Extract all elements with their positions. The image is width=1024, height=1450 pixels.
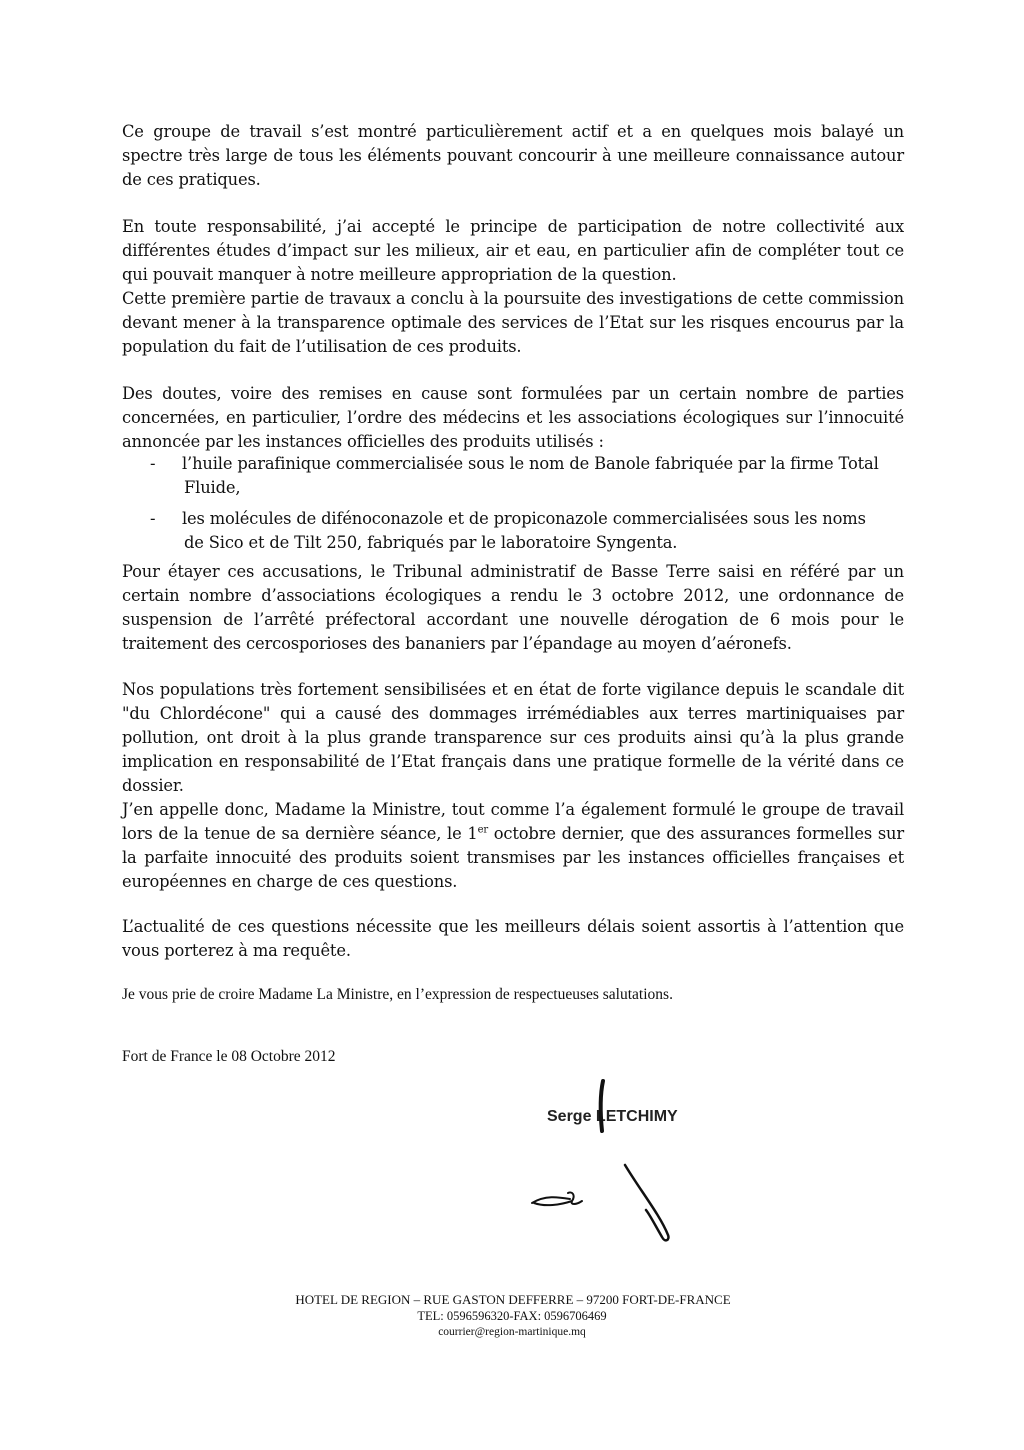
footer-phone-fax: TEL: 0596596320-FAX: 0596706469 xyxy=(417,1309,607,1323)
signature-name: Serge LETCHIMY xyxy=(547,1108,678,1125)
signature-icon xyxy=(500,1075,740,1255)
paragraph-tribunal: Pour étayer ces accusations, le Tribunal administratif de Basse Terre saisi en référé par un certain nombre d’associations écologiques a rendu le 3 octobre 2012, une ordonnance de suspension de l’arrêté préfectoral accordant une nouvelle dérogation de 6 mois pour le traitement des cercosporioses des bananiers par l’épandage au moyen d’aéronefs. xyxy=(122,562,904,653)
bullet-text-line: Fluide, xyxy=(184,478,241,497)
paragraph-actuality: L’actualité de ces questions nécessite que les meilleurs délais soient assortis à l’attention que vous porterez à ma requête. xyxy=(122,917,904,960)
footer-email: courrier@region-martinique.mq xyxy=(438,1326,586,1338)
bullet-text-line: les molécules de difénoconazole et de propiconazole commercialisées sous les noms xyxy=(182,509,866,528)
paragraph-transparency: Nos populations très fortement sensibilisées et en état de forte vigilance depuis le scandale dit "du Chlordécone" qui a causé des dommages irrémédiables aux terres martiniquaises par pollution, ont droit à la plus grande transparence sur ces produits ainsi qu’à la plus grande implication en responsabilité de l’Etat français dans une pratique formelle de la vérité dans ce dossier. xyxy=(122,680,904,795)
bullet-text-line: de Sico et de Tilt 250, fabriqués par le laboratoire Syngenta. xyxy=(184,533,678,552)
bullet-dash: - xyxy=(150,509,156,528)
closing-salutation: Je vous prie de croire Madame La Ministre, en l’expression de respectueuses salutations. xyxy=(122,986,673,1003)
bullet-text-line: l’huile parafinique commercialisée sous le nom de Banole fabriquée par la firme Total xyxy=(182,454,879,473)
paragraph-doubts: Des doutes, voire des remises en cause sont formulées par un certain nombre de parties concernées, en particulier, l’ordre des médecins et les associations écologiques sur l’innocuité annoncée par les instances officielles des produits utilisés : xyxy=(122,384,904,451)
paragraph-responsibility xyxy=(122,215,904,359)
paragraph-participation: En toute responsabilité, j’ai accepté le principe de participation de notre collectivité aux différentes études d’impact sur les milieux, air et eau, en particulier afin de compléter tout ce qui pouvait manquer à notre meilleure appropriation de la question. xyxy=(122,217,904,284)
paragraph-appeal: J’en appelle donc, Madame la Ministre, tout comme l’a également formulé le groupe de travail lors de la tenue de sa dernière séance, le 1er octobre dernier, que des assurances formelles sur la parfaite innocuité des produits soient transmises par les instances officielles françaises et européennes en charge de ces questions. xyxy=(122,800,905,891)
footer xyxy=(0,1292,1024,1340)
paragraph-populations xyxy=(122,678,904,894)
footer-address: HOTEL DE REGION – RUE GASTON DEFFERRE – 97200 FORT-DE-FRANCE xyxy=(295,1292,731,1307)
bullet-dash: - xyxy=(150,454,156,473)
paragraph-working-group: Ce groupe de travail s’est montré particulièrement actif et a en quelques mois balayé un spectre très large de tous les éléments pouvant concourir à une meilleure connaissance autour de ces pratiques. xyxy=(122,122,904,189)
place-date: Fort de France le 08 Octobre 2012 xyxy=(122,1048,336,1065)
paragraph-first-works: Cette première partie de travaux a conclu à la poursuite des investigations de cette commission devant mener à la transparence optimale des services de l’Etat sur les risques encourus par la population du fait de l’utilisation de ces produits. xyxy=(122,289,904,356)
